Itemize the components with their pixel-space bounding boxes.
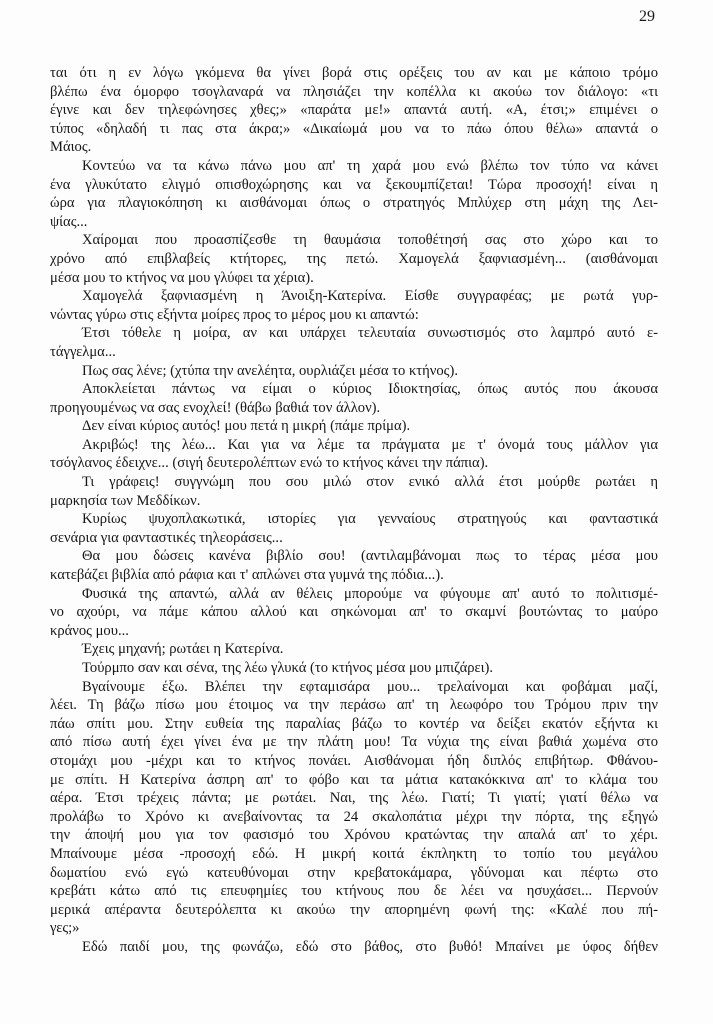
text-line: Δεν είναι κύριος αυτός! μου πετά η μικρή (πάμε πρίμα). <box>82 418 411 435</box>
text-line: Μπαίνουμε μέσα -προσοχή εδώ. Η μικρή κοιτά έκπληκτη το τοπίο του μεγάλου <box>50 845 658 862</box>
text-line: Εδώ παιδί μου, της φωνάζω, εδώ στο βάθος, στο βυθό! Μπαίνει με ύφος δήθεν <box>82 938 658 955</box>
text-line: από πίσω αυτή έχει γίνει ένα με την πλάτη μου! Τα νύχια της είναι βαθιά χωμένα στο <box>50 734 658 751</box>
text-line: δωματίου ενώ εγώ κατευθύνομαι στην κρεβατοκάμαρα, γδύνομαι και πέφτω στο <box>50 864 658 881</box>
text-line: κατεβάζει βιβλία από ράφια και τ' απλώνει στα γυμνά της πόδια...). <box>50 567 444 584</box>
text-line: κρεβάτι κάτω από τις επευφημίες του κτήνους που δε λέει να ησυχάσει... Περνούν <box>50 883 658 900</box>
text-line: Ακριβώς! της λέω... Και για να λέμε τα πράγματα με τ' όνομά τους μάλλον για <box>82 436 658 453</box>
text-line: σενάρια για φανταστικές τηλεοράσεις... <box>50 529 283 546</box>
text-line: κράνος μου... <box>50 622 129 639</box>
text-line: έγινε και δεν τηλεφώνησες χθες;» «παράτα με!» απαντά αυτή. «Α, έτσι;» επιμένει ο <box>50 102 658 119</box>
text-line: μερικά απέραντα δευτερόλεπτα κι ακούω την απορημένη φωνή της: «Καλέ που πή- <box>50 901 658 918</box>
text-line: Έχεις μηχανή; ρωτάει η Κατερίνα. <box>82 641 284 658</box>
text-line: Αποκλείεται πάντως να είμαι ο κύριος Ιδιοκτησίας, όπως αυτός που άκουσα <box>82 381 658 398</box>
text-line: με σπίτι. Η Κατερίνα άσπρη απ' το φόβο και τα μάτια κατακόκκινα απ' το κλάμα του <box>50 771 658 788</box>
text-line: λέει. Τη βάζω πίσω μου έτοιμος να την περάσω απ' τη λεωφόρο του Τρόμου πριν την <box>50 697 658 714</box>
text-line: Μάιος. <box>50 139 92 156</box>
text-line: στομάχι μου -μέχρι και το κτήνος πονάει. Αισθάνομαι ήδη διπλός επιβήτωρ. Φθάνου- <box>50 752 658 769</box>
body-text <box>50 64 658 957</box>
text-line: Βγαίνουμε έξω. Βλέπει την εφταμισάρα μου... τρελαίνομαι και φοβάμαι μαζί, <box>82 678 658 695</box>
text-line: αέρα. Έτσι τρέχεις πάντα; με ρωτάει. Ναι, της λέω. Γιατί; Τι γιατί; γιατί θέλω να <box>50 790 658 807</box>
text-line: νώντας γύρω στις εξήντα μοίρες προς το μέρος μου κι απαντώ: <box>50 306 419 323</box>
text-line: βλέπω ένα όμορφο τσογλαναρά να πλησιάζει την κοπέλλα κι ακούω τον διάλογο: «τι <box>50 83 658 100</box>
text-line: χρόνο από επιβλαβείς κτήτορες, της πετώ. Χαμογελά ξαφνιασμένη... (αισθάνομαι <box>50 250 658 267</box>
text-line: την άποψή μου για τον φασισμό του Χρόνου κρατώντας την απαλά απ' το χέρι. <box>50 827 658 844</box>
text-line: μέσα μου το κτήνος να μου γλύφει τα χέρια). <box>50 269 314 286</box>
text-line: προλάβω το Χρόνο κι ανεβαίνοντας τα 24 σκαλοπάτια μέχρι την πόρτα, της εξηγώ <box>50 808 658 825</box>
text-line: τσόγλανος έδειχνε... (σιγή δευτερολέπτων ενώ το κτήνος κάνει την πάπια). <box>50 455 489 472</box>
text-line: πάω σπίτι μου. Στην ευθεία της παραλίας βάζω το κοντέρ να δείξει εκατόν εξήντα κι <box>50 715 658 732</box>
text-line: Κυρίως ψυχοπλακωτικά, ιστορίες για γενναίους στρατηγούς και φανταστικά <box>82 511 658 528</box>
text-line: Τούρμπο σαν και σένα, της λέω γλυκά (το κτήνος μέσα μου μπιζάρει). <box>82 660 494 676</box>
text-line: γες;» <box>50 920 80 937</box>
text-line: ται ότι η εν λόγω γκόμενα θα γίνει βορά στις ορέξεις του αν και με κάποιο τρόμο <box>50 65 658 81</box>
text-line: ένα γλυκύτατο ελιγμό οπισθοχώρησης και να ξεκουμπίζεται! Τώρα προσοχή! είναι η <box>50 176 658 193</box>
text-line: ώρα για πλαγιοκόπηση κι αισθάνομαι όπως ο στρατηγός Μπλύχερ στη μάχη της Λει- <box>50 195 658 212</box>
text-line: προηγουμένως να σας ενοχλεί! (θάβω βαθιά τον άλλον). <box>50 399 381 416</box>
text-line: τάγγελμα... <box>50 343 116 360</box>
text-line: νο αχούρι, να πάμε κάπου αλλού και σηκώνομαι απ' το σκαμνί βουτώντας το μαύρο <box>50 604 658 621</box>
text-line: Χαμογελά ξαφνιασμένη η Άνοιξη-Κατερίνα. Είσθε συγγραφέας; με ρωτά γυρ- <box>82 288 658 305</box>
text-line: ψίας... <box>50 213 88 230</box>
text-line: Κοντεύω να τα κάνω πάνω μου απ' τη χαρά μου ενώ βλέπω τον τύπο να κάνει <box>82 157 658 174</box>
page-number: 29 <box>639 8 655 25</box>
text-line: Τι γράφεις! συγγνώμη που σου μιλώ στον ενικό αλλά έτσι μούρθε ρωτάει η <box>82 474 658 491</box>
text-line: Πως σας λένε; (χτύπα την ανελέητα, ουρλιάζει μέσα το κτήνος). <box>82 362 458 379</box>
text-line: Φυσικά της απαντώ, αλλά αν θέλεις μπορούμε να φύγουμε απ' αυτό το πολιτισμέ- <box>82 585 658 602</box>
text-line: τύπος «δηλαδή τι πας στα άκρα;» «Δικαίωμά μου να το πάω όπου θέλω» απαντά ο <box>50 120 658 137</box>
text-line: μαρκησία των Μεδδίκων. <box>50 492 201 509</box>
text-line: Έτσι τόθελε η μοίρα, αν και υπάρχει τελευταία συνωστισμός στο λαμπρό αυτό ε- <box>82 325 658 342</box>
text-line: Χαίρομαι που προασπίζεσθε τη θαυμάσια τοποθέτησή σας στο χώρο και το <box>82 232 658 249</box>
text-line: Θα μου δώσεις κανένα βιβλίο σου! (αντιλαμβάνομαι πως το τέρας μέσα μου <box>82 548 658 565</box>
